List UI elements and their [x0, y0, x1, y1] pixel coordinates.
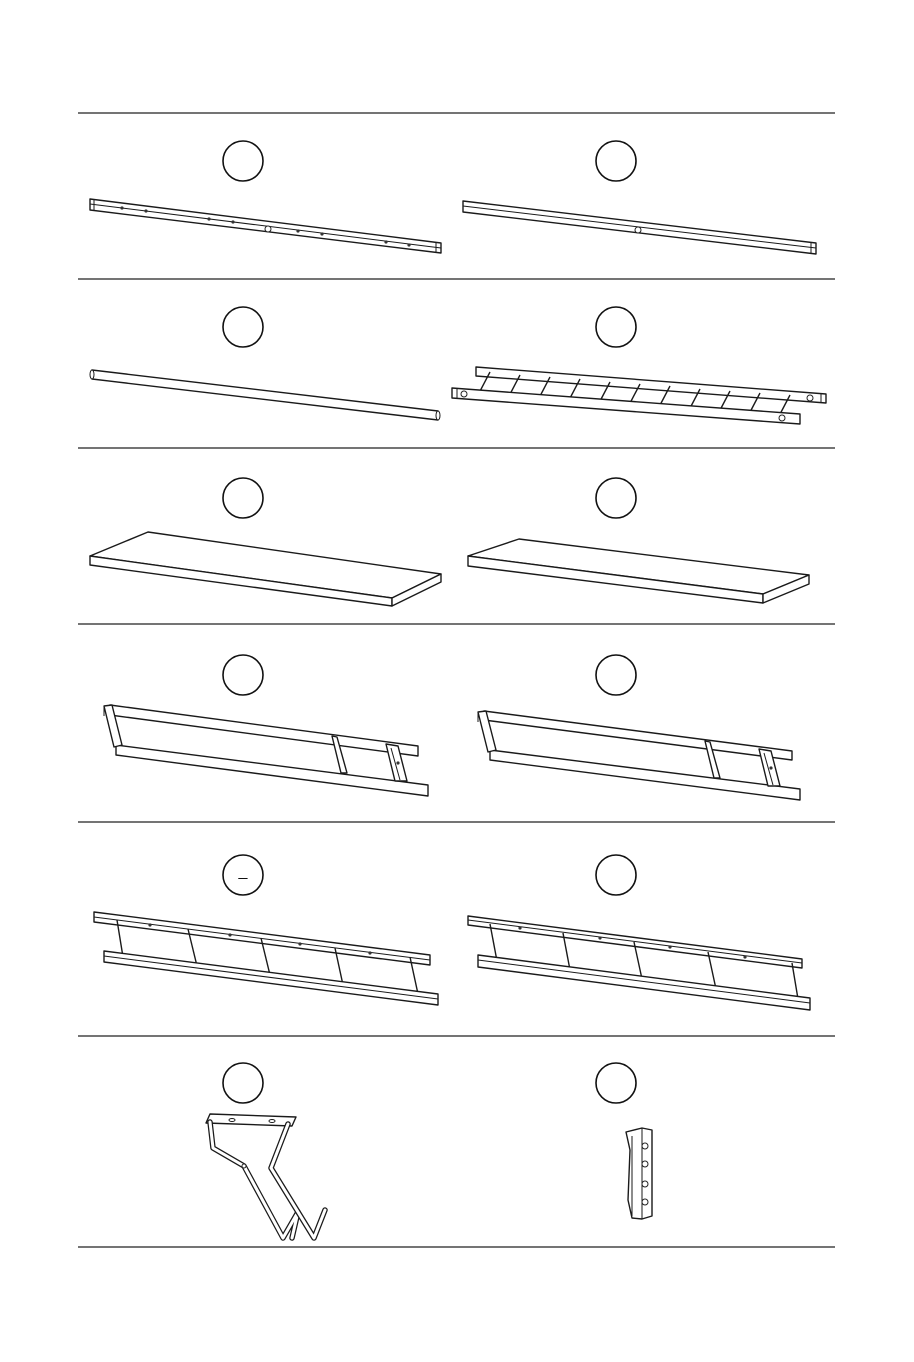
part-badge [223, 141, 263, 181]
part-shelf-board-right [468, 478, 809, 603]
part-shelf-board-left [90, 478, 441, 606]
part-side-frame-left [104, 655, 428, 796]
part-badge [223, 1063, 263, 1103]
part-rung-ladder-right [468, 855, 810, 1010]
part-badge [596, 1063, 636, 1103]
part-badge [596, 478, 636, 518]
part-badge [223, 478, 263, 518]
part-plain-rail [463, 141, 816, 254]
part-side-frame-right [478, 655, 800, 800]
part-badge [596, 855, 636, 895]
part-ladder-rack [452, 307, 826, 424]
part-round-rod [90, 307, 440, 420]
part-wire-hook [206, 1063, 325, 1238]
part-badge [596, 141, 636, 181]
part-rung-ladder-left [94, 855, 438, 1005]
row-dividers [78, 113, 835, 1247]
part-badge [596, 655, 636, 695]
part-connector-bracket [596, 1063, 652, 1219]
part-badge [223, 307, 263, 347]
part-label: _ [238, 863, 248, 881]
part-badge [596, 307, 636, 347]
part-rail-with-holes [90, 141, 441, 253]
part-badge [223, 655, 263, 695]
